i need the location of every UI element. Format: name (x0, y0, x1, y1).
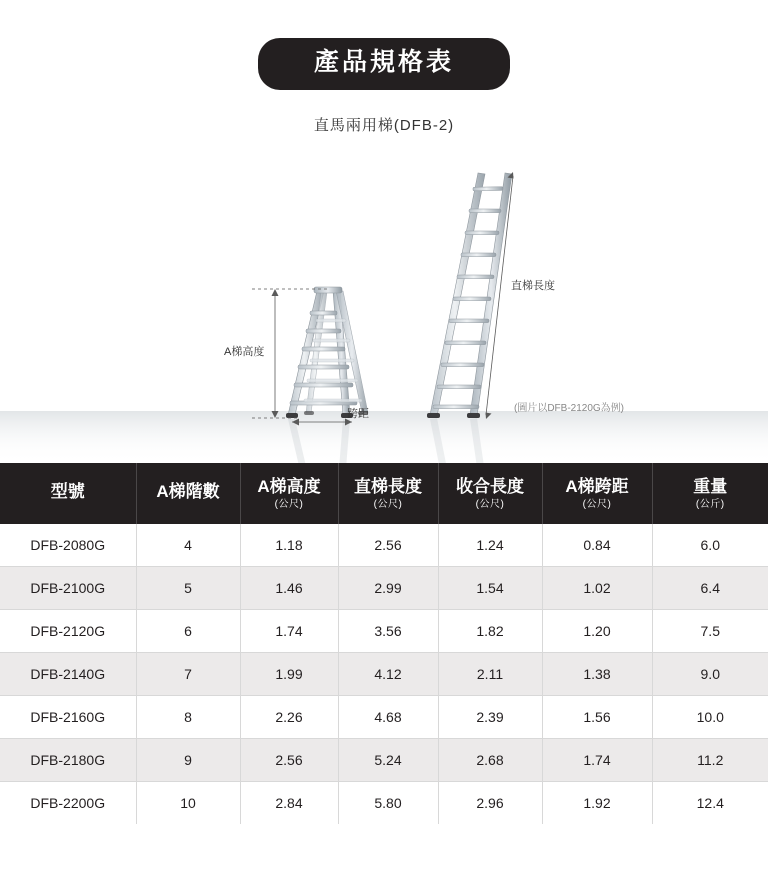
cell-weight: 12.4 (696, 794, 724, 811)
cell-straight-length: 3.56 (338, 609, 438, 652)
column-unit: (公尺) (582, 499, 612, 511)
cell-weight: 7.5 (652, 609, 768, 652)
cell-straight-length: 5.24 (338, 738, 438, 781)
cell-a-height: 1.46 (240, 566, 338, 609)
column-label: 直梯長度 (354, 476, 422, 496)
column-label: A梯階數 (156, 482, 220, 502)
cell-folded-length: 2.11 (438, 652, 542, 695)
column-unit: (公尺) (274, 499, 304, 511)
cell-straight-length: 4.12 (338, 652, 438, 695)
cell-folded-length: 2.96 (438, 781, 542, 824)
column-unit: (公斤) (695, 499, 725, 511)
cell-model: DFB-2160G (0, 695, 136, 738)
label-straight-length: 直梯長度 (511, 279, 555, 292)
cell-a-height: 2.84 (240, 781, 338, 824)
cell-straight-length: 2.56 (338, 524, 438, 567)
column-header-span (542, 463, 652, 524)
column-header-weight (652, 463, 768, 524)
cell-model: DFB-2180G (0, 738, 136, 781)
cell-steps: 8 (136, 695, 240, 738)
cell-span: 1.20 (542, 609, 652, 652)
column-label: A梯跨距 (565, 476, 629, 496)
table-row (0, 781, 768, 824)
column-unit: (公尺) (373, 499, 403, 511)
spec-table (0, 463, 768, 824)
table-row (0, 609, 768, 652)
cell-straight-length: 2.99 (338, 566, 438, 609)
cell-model: DFB-2140G (0, 652, 136, 695)
table-row (0, 524, 768, 567)
cell-folded-length: 2.68 (438, 738, 542, 781)
cell-steps: 9 (136, 738, 240, 781)
cell-span: 1.02 (542, 566, 652, 609)
column-header-steps (136, 463, 240, 524)
column-header-straight-length (338, 463, 438, 524)
cell-a-height: 1.18 (240, 524, 338, 567)
cell-span: 1.74 (542, 738, 652, 781)
cell-steps: 5 (136, 566, 240, 609)
cell-weight: 6.0 (652, 524, 768, 567)
cell-model: DFB-2100G (0, 566, 136, 609)
cell-folded-length: 1.82 (438, 609, 542, 652)
cell-span: 1.38 (542, 652, 652, 695)
table-row (0, 566, 768, 609)
cell-weight: 11.2 (652, 738, 768, 781)
table-row (0, 738, 768, 781)
product-illustration (0, 143, 768, 463)
column-label: 型號 (50, 482, 85, 502)
ladder-diagram-svg (0, 143, 768, 463)
cell-folded-length: 1.24 (438, 524, 542, 567)
cell-folded-length: 2.39 (438, 695, 542, 738)
table-row (0, 695, 768, 738)
cell-weight: 10.0 (652, 695, 768, 738)
label-span: 跨距 (347, 407, 369, 420)
column-label: A梯高度 (257, 476, 321, 496)
cell-weight: 6.4 (652, 566, 768, 609)
title-banner (0, 0, 768, 90)
cell-a-height: 1.74 (240, 609, 338, 652)
cell-a-height: 1.99 (240, 652, 338, 695)
column-header-folded-length (438, 463, 542, 524)
cell-steps: 7 (136, 652, 240, 695)
cell-weight: 9.0 (652, 652, 768, 695)
cell-straight-length: 4.68 (338, 695, 438, 738)
column-header-a-height (240, 463, 338, 524)
illustration-note: (圖片以DFB-2120G為例) (514, 402, 625, 414)
cell-straight-length: 5.80 (338, 781, 438, 824)
column-unit: (公尺) (475, 499, 505, 511)
cell-steps: 4 (136, 524, 240, 567)
column-label: 重量 (693, 476, 728, 496)
cell-model: DFB-2200G (0, 781, 136, 824)
cell-model: DFB-2120G (0, 609, 136, 652)
cell-span: 1.92 (542, 781, 652, 824)
column-label: 收合長度 (456, 476, 524, 496)
cell-model: DFB-2080G (0, 524, 136, 567)
page-title: 產品規格表 (258, 38, 510, 90)
cell-a-height: 2.26 (240, 695, 338, 738)
cell-a-height: 2.56 (240, 738, 338, 781)
label-a-height: A梯高度 (224, 345, 265, 358)
cell-steps: 10 (136, 781, 240, 824)
cell-span: 0.84 (542, 524, 652, 567)
table-row (0, 652, 768, 695)
column-header-model (0, 463, 136, 524)
product-subtitle: 直馬兩用梯(DFB-2) (313, 116, 455, 134)
cell-folded-length: 1.54 (438, 566, 542, 609)
table-header-row (0, 463, 768, 524)
cell-steps: 6 (136, 609, 240, 652)
cell-span: 1.56 (542, 695, 652, 738)
